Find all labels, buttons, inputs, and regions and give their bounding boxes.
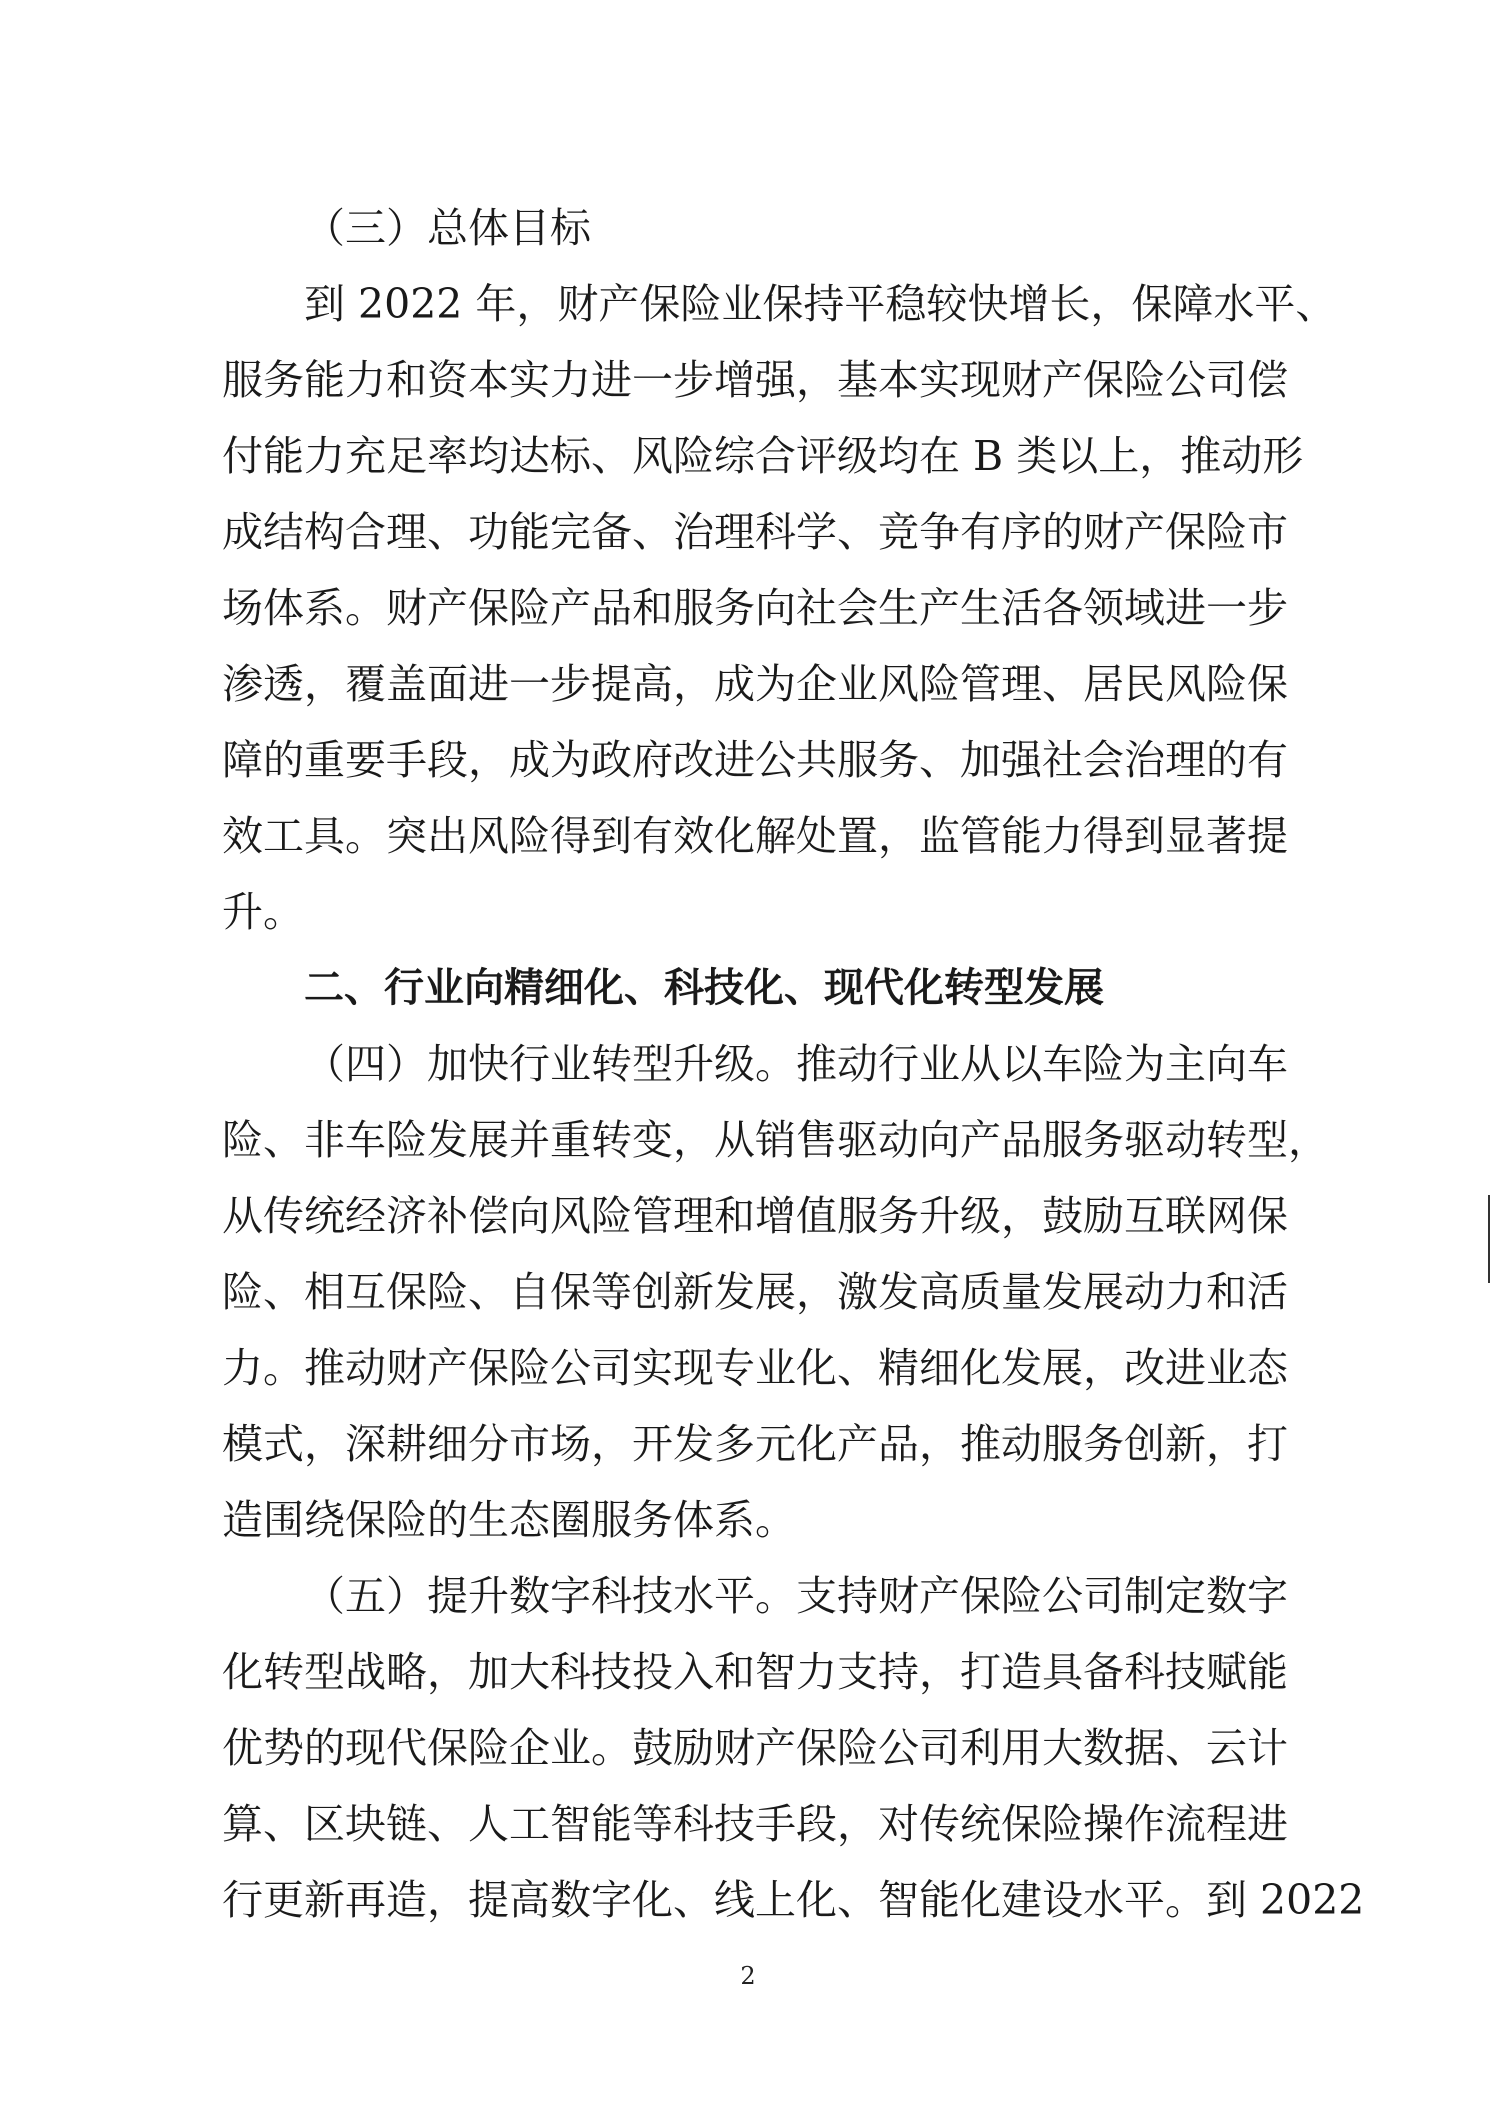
text-line: 险、非车险发展并重转变，从销售驱动向产品服务驱动转型， (222, 1116, 1329, 1164)
text-line: 从传统经济补偿向风险管理和增值服务升级，鼓励互联网保 (222, 1192, 1288, 1240)
text-line: 付能力充足率均达标、风险综合评级均在 B 类以上，推动形 (222, 432, 1304, 480)
text-line: 成结构合理、功能完备、治理科学、竞争有序的财产保险市 (222, 508, 1288, 556)
text-line: 效工具。突出风险得到有效化解处置，监管能力得到显著提 (222, 812, 1288, 860)
text-line: 升。 (222, 888, 304, 936)
text-line: 行更新再造，提高数字化、线上化、智能化建设水平。到 2022 (222, 1876, 1365, 1924)
text-line: 障的重要手段，成为政府改进公共服务、加强社会治理的有 (222, 736, 1288, 784)
page-number: 2 (740, 1962, 756, 1990)
section-heading: 二、行业向精细化、科技化、现代化转型发展 (304, 965, 1104, 1011)
text-line: （三）总体目标 (304, 204, 591, 252)
text-line: 险、相互保险、自保等创新发展，激发高质量发展动力和活 (222, 1268, 1288, 1316)
text-line: 到 2022 年，财产保险业保持平稳较快增长，保障水平、 (304, 280, 1337, 328)
text-line: 力。推动财产保险公司实现专业化、精细化发展，改进业态 (222, 1344, 1288, 1392)
text-line: 优势的现代保险企业。鼓励财产保险公司利用大数据、云计 (222, 1724, 1288, 1772)
text-line: 服务能力和资本实力进一步增强，基本实现财产保险公司偿 (222, 356, 1288, 404)
body-text (222, 190, 1365, 1938)
text-line: 模式，深耕细分市场，开发多元化产品，推动服务创新，打 (222, 1420, 1288, 1468)
text-line: 渗透，覆盖面进一步提高，成为企业风险管理、居民风险保 (222, 660, 1288, 708)
text-line: 算、区块链、人工智能等科技手段，对传统保险操作流程进 (222, 1800, 1288, 1848)
text-line: （五）提升数字科技水平。支持财产保险公司制定数字 (304, 1572, 1288, 1620)
text-line: 造围绕保险的生态圈服务体系。 (222, 1496, 796, 1544)
text-line: 化转型战略，加大科技投入和智力支持，打造具备科技赋能 (222, 1648, 1288, 1696)
scan-edge-mark (1488, 1195, 1490, 1283)
text-line: 场体系。财产保险产品和服务向社会生产生活各领域进一步 (222, 584, 1288, 632)
text-line: （四）加快行业转型升级。推动行业从以车险为主向车 (304, 1040, 1288, 1088)
